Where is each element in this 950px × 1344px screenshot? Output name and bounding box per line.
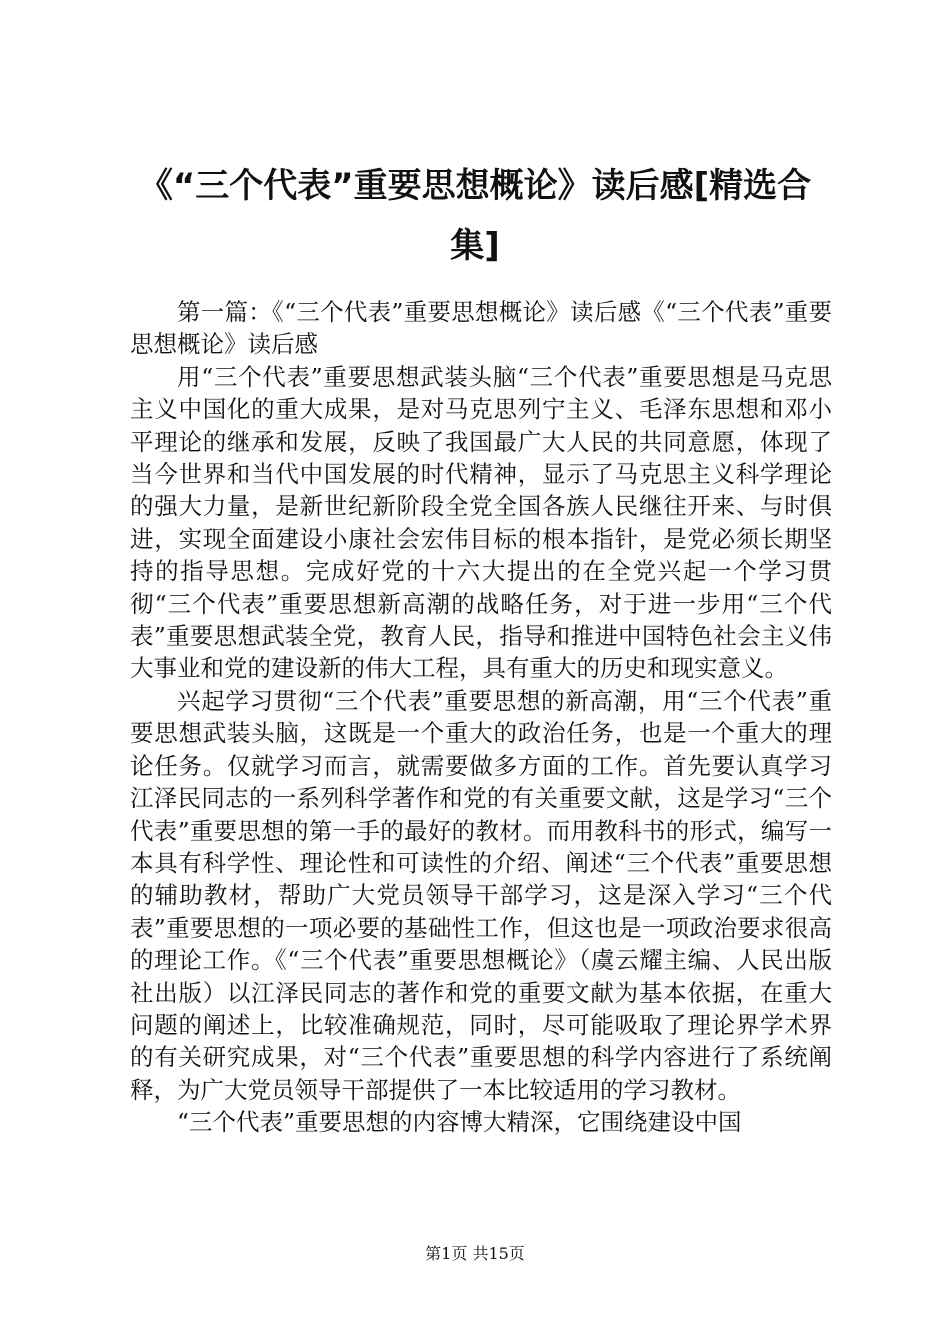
paragraph-3: 兴起学习贯彻“三个代表”重要思想的新高潮，用“三个代表”重要思想武装头脑，这既是一个重大的政治任务，也是一个重大的理论任务。仅就学习而言，就需要做多方面的工作。首先要认真学习江泽民同志的一系列科学著作和党的有关重要文献，这是学习“三个代表”重要思想的第一手的最好的教材。而用教科书的形式，编写一本具有科学性、理论性和可读性的介绍、阐述“三个代表”重要思想的辅助教材，帮助广大党员领导干部学习，这是深入学习“三个代表”重要思想的一项必要的基础性工作，但这也是一项政治要求很高的理论工作。《“三个代表”重要思想概论》（虞云耀主编、人民出版社出版）以江泽民同志的著作和党的重要文献为基本依据，在重大问题的阐述上，比较准确规范，同时，尽可能吸取了理论界学术界的有关研究成果，对“三个代表”重要思想的科学内容进行了系统阐释，为广大党员领导干部提供了一本比较适用的学习教材。 [130,686,832,1104]
document-title: 《“三个代表”重要思想概论》读后感[精选合集] [138,166,812,266]
page-footer: 第1页 共15页 [425,1244,525,1263]
paragraph-4: “三个代表”重要思想的内容博大精深，它围绕建设中国 [177,1108,742,1137]
paragraph-1: 第一篇：《“三个代表”重要思想概论》读后感《“三个代表”重要思想概论》读后感 [130,298,832,359]
paragraph-2: 用“三个代表”重要思想武装头脑“三个代表”重要思想是马克思主义中国化的重大成果，是对马克思列宁主义、毛泽东思想和邓小平理论的继承和发展，反映了我国最广大人民的共同意愿，体现了当今世界和当代中国发展的时代精神，显示了马克思主义科学理论的强大力量，是新世纪新阶段全党全国各族人民继往开来、与时俱进，实现全面建设小康社会宏伟目标的根本指针，是党必须长期坚持的指导思想。完成好党的十六大提出的在全党兴起一个学习贯彻“三个代表”重要思想新高潮的战略任务，对于进一步用“三个代表”重要思想武装全党，教育人民，指导和推进中国特色社会主义伟大事业和党的建设新的伟大工程，具有重大的历史和现实意义。 [130,362,832,683]
document-body [130,296,832,1139]
